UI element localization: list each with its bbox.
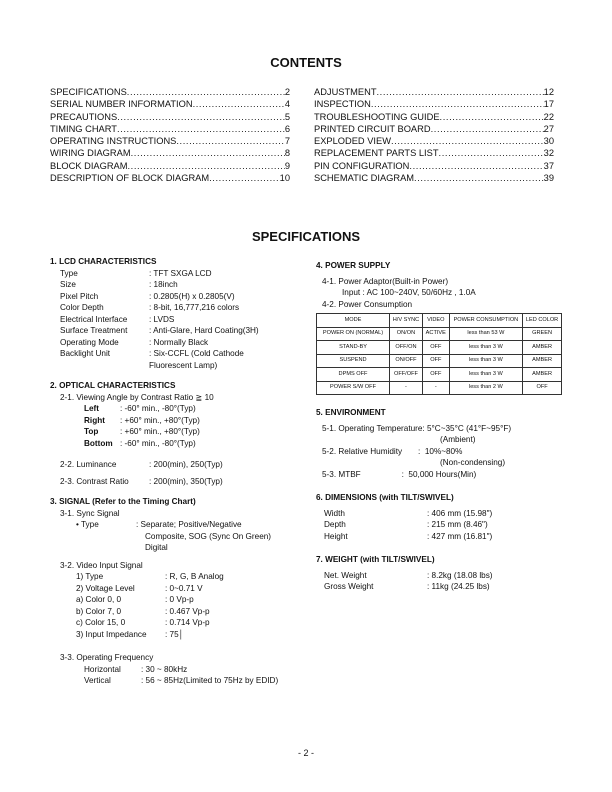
video-rows <box>50 571 300 640</box>
toc-entry-page: 2 <box>284 87 290 97</box>
toc-entry <box>314 172 554 184</box>
video-input-label: c) Color 15, 0 <box>76 618 126 627</box>
lcd-spec-label: Type <box>60 268 78 278</box>
lcd-spec-label: Electrical Interface <box>60 314 128 324</box>
toc-entry <box>314 135 554 147</box>
lcd-spec-value: Fluorescent Lamp) <box>149 360 218 370</box>
dimension-row <box>316 519 566 531</box>
toc-entry <box>50 135 290 147</box>
toc-entry-page: 22 <box>543 111 554 122</box>
lcd-heading: 1. LCD CHARACTERISTICS <box>50 257 157 266</box>
viewing-angle-label: Left <box>84 404 100 413</box>
toc-right <box>314 86 554 184</box>
env-temperature: 5-1. Operating Temperature: 5°C~35°C (41°F~95°F) <box>322 423 512 433</box>
dimensions-heading: 6. DIMENSIONS (with TILT/SWIVEL) <box>316 493 454 502</box>
toc-entry-page: 32 <box>543 148 554 159</box>
power-consumption-label: 4-2. Power Consumption <box>322 299 413 309</box>
power-table-header-cell: POWER CONSUMPTION <box>449 314 522 328</box>
toc-entry-page: 8 <box>284 148 290 159</box>
lcd-spec-row <box>50 337 300 349</box>
power-table-cell: POWER S/W OFF <box>317 381 390 395</box>
frequency-value: : 30 ~ 80kHz <box>141 664 188 674</box>
power-table-row <box>317 381 562 395</box>
power-table-header <box>317 314 562 328</box>
weight-label: Gross Weight <box>324 582 374 591</box>
video-input-value: : 75│ <box>165 629 184 639</box>
page-number: - 2 - <box>297 748 314 758</box>
power-table-cell: AMBER <box>523 354 562 368</box>
toc-entry-title: ADJUSTMENT <box>314 87 377 97</box>
toc-entry-title: PRINTED CIRCUIT BOARD <box>314 123 431 134</box>
power-table-cell: OFF/ON <box>390 341 423 355</box>
toc-leader-dots <box>117 123 285 135</box>
contrast-label: 2-3. Contrast Ratio <box>60 476 129 486</box>
toc-entry <box>50 86 290 98</box>
power-table-cell: less than 3 W <box>449 354 522 368</box>
env-mtbf: 5-3. MTBF : 50,000 Hours(Min) <box>322 469 477 479</box>
lcd-spec-label: Surface Treatment <box>60 326 128 335</box>
lcd-spec-value: : Anti-Glare, Hard Coating(3H) <box>149 326 259 335</box>
env-humidity: 5-2. Relative Humidity : 10%~80% <box>322 446 463 456</box>
frequency-value: : 56 ~ 85Hz(Limited to 75Hz by EDID) <box>141 676 279 685</box>
toc-leader-dots <box>431 123 544 135</box>
video-input-label: 2) Voltage Level <box>76 583 135 593</box>
lcd-spec-value: : 18inch <box>149 280 178 289</box>
viewing-angle-row <box>50 426 300 438</box>
luminance-label: 2-2. Luminance <box>60 460 117 469</box>
viewing-angle-value: : +60° min., +80°(Typ) <box>120 427 200 436</box>
toc-entry <box>50 147 290 159</box>
lcd-spec-value: : Normally Black <box>149 337 209 347</box>
toc-entry-title: TIMING CHART <box>50 123 117 134</box>
toc-entry-page: 17 <box>543 99 554 110</box>
power-table-cell: GREEN <box>523 327 562 341</box>
env-humidity-note: (Non-condensing) <box>440 458 506 467</box>
power-table-row <box>317 354 562 368</box>
power-table-cell: ON/OFF <box>390 354 423 368</box>
toc-entry-title: WIRING DIAGRAM <box>50 148 131 159</box>
sync-heading: 3-1. Sync Signal <box>60 508 120 518</box>
lcd-spec-label: Backlight Unit <box>60 349 111 358</box>
power-table-row <box>317 341 562 355</box>
toc-entry-title: PIN CONFIGURATION <box>314 160 410 171</box>
weight-row <box>316 581 566 593</box>
video-input-row <box>50 629 300 641</box>
luminance-row <box>50 459 300 471</box>
signal-heading: 3. SIGNAL (Refer to the Timing Chart) <box>50 497 196 506</box>
video-input-value: : 0.467 Vp-p <box>165 606 210 616</box>
sync-type-label: • Type <box>76 520 99 529</box>
lcd-spec-row <box>50 279 300 291</box>
toc-entry-title: OPERATING INSTRUCTIONS <box>50 136 177 147</box>
spec-right-column <box>316 260 566 593</box>
power-table-cell: SUSPEND <box>317 354 390 368</box>
luminance-value: : 200(min), 250(Typ) <box>149 460 223 469</box>
toc-entry-page: 39 <box>543 173 554 184</box>
viewing-angle-label: Right <box>84 415 105 425</box>
power-table-cell: OFF <box>422 354 449 368</box>
video-heading: 3-2. Video Input Signal <box>60 560 143 570</box>
toc-entry-title: DESCRIPTION OF BLOCK DIAGRAM <box>50 173 210 184</box>
viewing-angle-row <box>50 438 300 450</box>
power-table <box>316 313 562 395</box>
viewing-angle-value: : +60° min., +80°(Typ) <box>120 415 200 425</box>
dimension-value: : 406 mm (15.98") <box>427 508 493 518</box>
sync-type-row-2 <box>50 531 300 543</box>
toc-entry-page: 30 <box>543 136 554 147</box>
toc-leader-dots <box>176 135 284 147</box>
power-table-header-cell: H/V SYNC <box>390 314 423 328</box>
toc-entry-title: SPECIFICATIONS <box>50 87 127 97</box>
dimension-value: : 215 mm (8.46") <box>427 520 488 529</box>
toc-entry-page: 9 <box>284 160 290 171</box>
toc-entry <box>314 86 554 98</box>
viewing-angle-row <box>50 415 300 427</box>
toc-leader-dots <box>440 111 544 123</box>
lcd-spec-row <box>50 360 300 372</box>
toc-entry <box>50 98 290 110</box>
lcd-spec-row <box>50 268 300 280</box>
toc-leader-dots <box>414 172 544 184</box>
specifications-title: SPECIFICATIONS <box>251 229 361 244</box>
power-table-cell: AMBER <box>523 368 562 382</box>
contrast-value: : 200(min), 350(Typ) <box>149 476 223 486</box>
toc-entry-page: 10 <box>279 173 290 184</box>
viewing-angle-value: : -60° min., -80°(Typ) <box>120 404 196 413</box>
lcd-spec-value: : TFT SXGA LCD <box>149 268 212 278</box>
video-input-value: : R, G, B Analog <box>165 572 224 581</box>
toc-leader-dots <box>128 160 285 172</box>
toc-leader-dots <box>377 86 544 98</box>
toc-entry-page: 4 <box>284 99 290 110</box>
lcd-spec-row <box>50 314 300 326</box>
power-table-cell: ACTIVE <box>422 327 449 341</box>
toc-leader-dots <box>391 135 544 147</box>
power-table-header-cell: VIDEO <box>422 314 449 328</box>
lcd-spec-row <box>50 325 300 337</box>
power-table-cell: less than 53 W <box>449 327 522 341</box>
power-table-cell: - <box>422 381 449 395</box>
power-table-header-cell: MODE <box>317 314 390 328</box>
toc-entry-page: 12 <box>543 87 554 97</box>
toc-entry <box>314 111 554 123</box>
video-input-row <box>50 594 300 606</box>
toc-entry <box>314 98 554 110</box>
frequency-row <box>50 675 300 687</box>
dimension-label: Depth <box>324 520 346 529</box>
toc-entry-title: EXPLODED VIEW <box>314 136 391 147</box>
weight-heading: 7. WEIGHT (with TILT/SWIVEL) <box>316 555 435 564</box>
video-input-label: 1) Type <box>76 572 104 581</box>
toc-leader-dots <box>117 111 285 123</box>
toc-entry-title: SERIAL NUMBER INFORMATION <box>50 99 193 110</box>
toc-entry-page: 6 <box>284 123 290 134</box>
toc-entry-page: 27 <box>543 123 554 134</box>
lcd-spec-row <box>50 348 300 360</box>
weight-rows <box>316 570 566 593</box>
video-input-value: : 0~0.71 V <box>165 583 203 593</box>
lcd-spec-value: : 0.2805(H) x 0.2805(V) <box>149 291 235 301</box>
toc-leader-dots <box>439 147 544 159</box>
power-table-cell: less than 2 W <box>449 381 522 395</box>
power-adaptor: 4-1. Power Adaptor(Built-in Power) <box>322 276 449 286</box>
toc-entry-title: REPLACEMENT PARTS LIST <box>314 148 439 159</box>
toc-leader-dots <box>131 147 285 159</box>
power-table-cell: OFF <box>422 341 449 355</box>
toc-entry-page: 5 <box>284 111 290 122</box>
lcd-spec-label: Color Depth <box>60 303 104 312</box>
lcd-spec-label: Size <box>60 280 76 289</box>
toc-entry <box>50 160 290 172</box>
lcd-spec-row <box>50 291 300 303</box>
sync-type-row-3 <box>50 542 300 554</box>
toc-leader-dots <box>127 86 285 98</box>
power-table-cell: DPMS OFF <box>317 368 390 382</box>
frequency-label: Vertical <box>84 676 111 685</box>
video-input-value: : 0 Vp-p <box>165 595 194 604</box>
lcd-spec-row <box>50 302 300 314</box>
angle-rows <box>50 403 300 449</box>
lcd-spec-value: : LVDS <box>149 314 175 324</box>
sync-type-value-2: Composite, SOG (Sync On Green) <box>145 531 272 541</box>
power-table-cell: OFF/OFF <box>390 368 423 382</box>
dimension-rows <box>316 508 566 543</box>
toc-leader-dots <box>193 98 285 110</box>
frequency-label: Horizontal <box>84 664 121 674</box>
toc-entry-title: INSPECTION <box>314 99 371 110</box>
toc-entry-title: TROUBLESHOOTING GUIDE <box>314 111 440 122</box>
env-temperature-note: (Ambient) <box>440 435 476 444</box>
power-table-cell: POWER ON (NORMAL) <box>317 327 390 341</box>
toc-entry <box>50 123 290 135</box>
power-table-header-cell: LED COLOR <box>523 314 562 328</box>
lcd-spec-label: Operating Mode <box>60 337 119 347</box>
toc-leader-dots <box>409 160 543 172</box>
dimension-value: : 427 mm (16.81") <box>427 531 493 541</box>
viewing-angle-label: 2-1. Viewing Angle by Contrast Ratio ≧ 10 <box>60 392 214 402</box>
power-table-row <box>317 327 562 341</box>
spec-left-column <box>50 256 300 687</box>
viewing-angle-label: Top <box>84 427 99 436</box>
dimension-label: Height <box>324 531 348 541</box>
video-input-label: 3) Input Impedance <box>76 629 147 639</box>
weight-value: : 11kg (24.25 lbs) <box>427 582 490 591</box>
environment-heading: 5. ENVIRONMENT <box>316 408 386 417</box>
viewing-angle-label: Bottom <box>84 438 113 448</box>
toc-entry <box>50 111 290 123</box>
power-table-row <box>317 368 562 382</box>
toc-entry-title: SCHEMATIC DIAGRAM <box>314 173 415 184</box>
video-input-row <box>50 617 300 629</box>
toc-entry-title: BLOCK DIAGRAM <box>50 160 128 171</box>
power-input: Input : AC 100~240V, 50/60Hz , 1.0A <box>342 288 476 297</box>
dimension-row <box>316 508 566 520</box>
power-heading: 4. POWER SUPPLY <box>316 261 391 270</box>
toc-entry-title: PRECAUTIONS <box>50 111 118 122</box>
viewing-angle-value: : -60° min., -80°(Typ) <box>120 438 196 448</box>
power-table-cell: AMBER <box>523 341 562 355</box>
lcd-spec-label: Pixel Pitch <box>60 291 99 301</box>
toc-entry <box>314 160 554 172</box>
dimension-label: Width <box>324 508 345 518</box>
frequency-row <box>50 664 300 676</box>
power-table-cell: ON/ON <box>390 327 423 341</box>
lcd-rows <box>50 268 300 372</box>
toc-entry <box>314 123 554 135</box>
sync-type-row <box>50 519 300 531</box>
toc-entry-page: 37 <box>543 160 554 171</box>
video-input-label: b) Color 7, 0 <box>76 606 122 616</box>
video-input-row <box>50 571 300 583</box>
video-input-label: a) Color 0, 0 <box>76 595 122 604</box>
toc-leader-dots <box>371 98 544 110</box>
toc-left <box>50 86 290 184</box>
weight-row <box>316 570 566 582</box>
viewing-angle-row <box>50 403 300 415</box>
contrast-row <box>50 476 300 488</box>
contents-title: CONTENTS <box>270 55 342 70</box>
toc-leader-dots <box>209 172 280 184</box>
power-table-cell: OFF <box>523 381 562 395</box>
freq-heading: 3-3. Operating Frequency <box>60 653 154 662</box>
sync-type-value-3: Digital <box>145 543 168 552</box>
lcd-spec-value: : 8-bit, 16,777,216 colors <box>149 303 240 312</box>
toc-entry <box>314 147 554 159</box>
video-input-row <box>50 606 300 618</box>
power-table-cell: less than 3 W <box>449 341 522 355</box>
toc-entry-page: 7 <box>284 136 290 147</box>
lcd-spec-value: : Six-CCFL (Cold Cathode <box>149 349 244 358</box>
power-table-cell: - <box>390 381 423 395</box>
freq-rows <box>50 664 300 687</box>
toc-entry <box>50 172 290 184</box>
power-table-cell: OFF <box>422 368 449 382</box>
weight-value: : 8.2kg (18.08 lbs) <box>427 570 493 580</box>
dimension-row <box>316 531 566 543</box>
sync-type-value-1: : Separate; Positive/Negative <box>136 520 242 529</box>
video-input-value: : 0.714 Vp-p <box>165 618 210 627</box>
optical-heading: 2. OPTICAL CHARACTERISTICS <box>50 381 176 390</box>
video-input-row <box>50 583 300 595</box>
power-table-cell: STAND-BY <box>317 341 390 355</box>
weight-label: Net. Weight <box>324 570 367 580</box>
power-table-cell: less than 3 W <box>449 368 522 382</box>
